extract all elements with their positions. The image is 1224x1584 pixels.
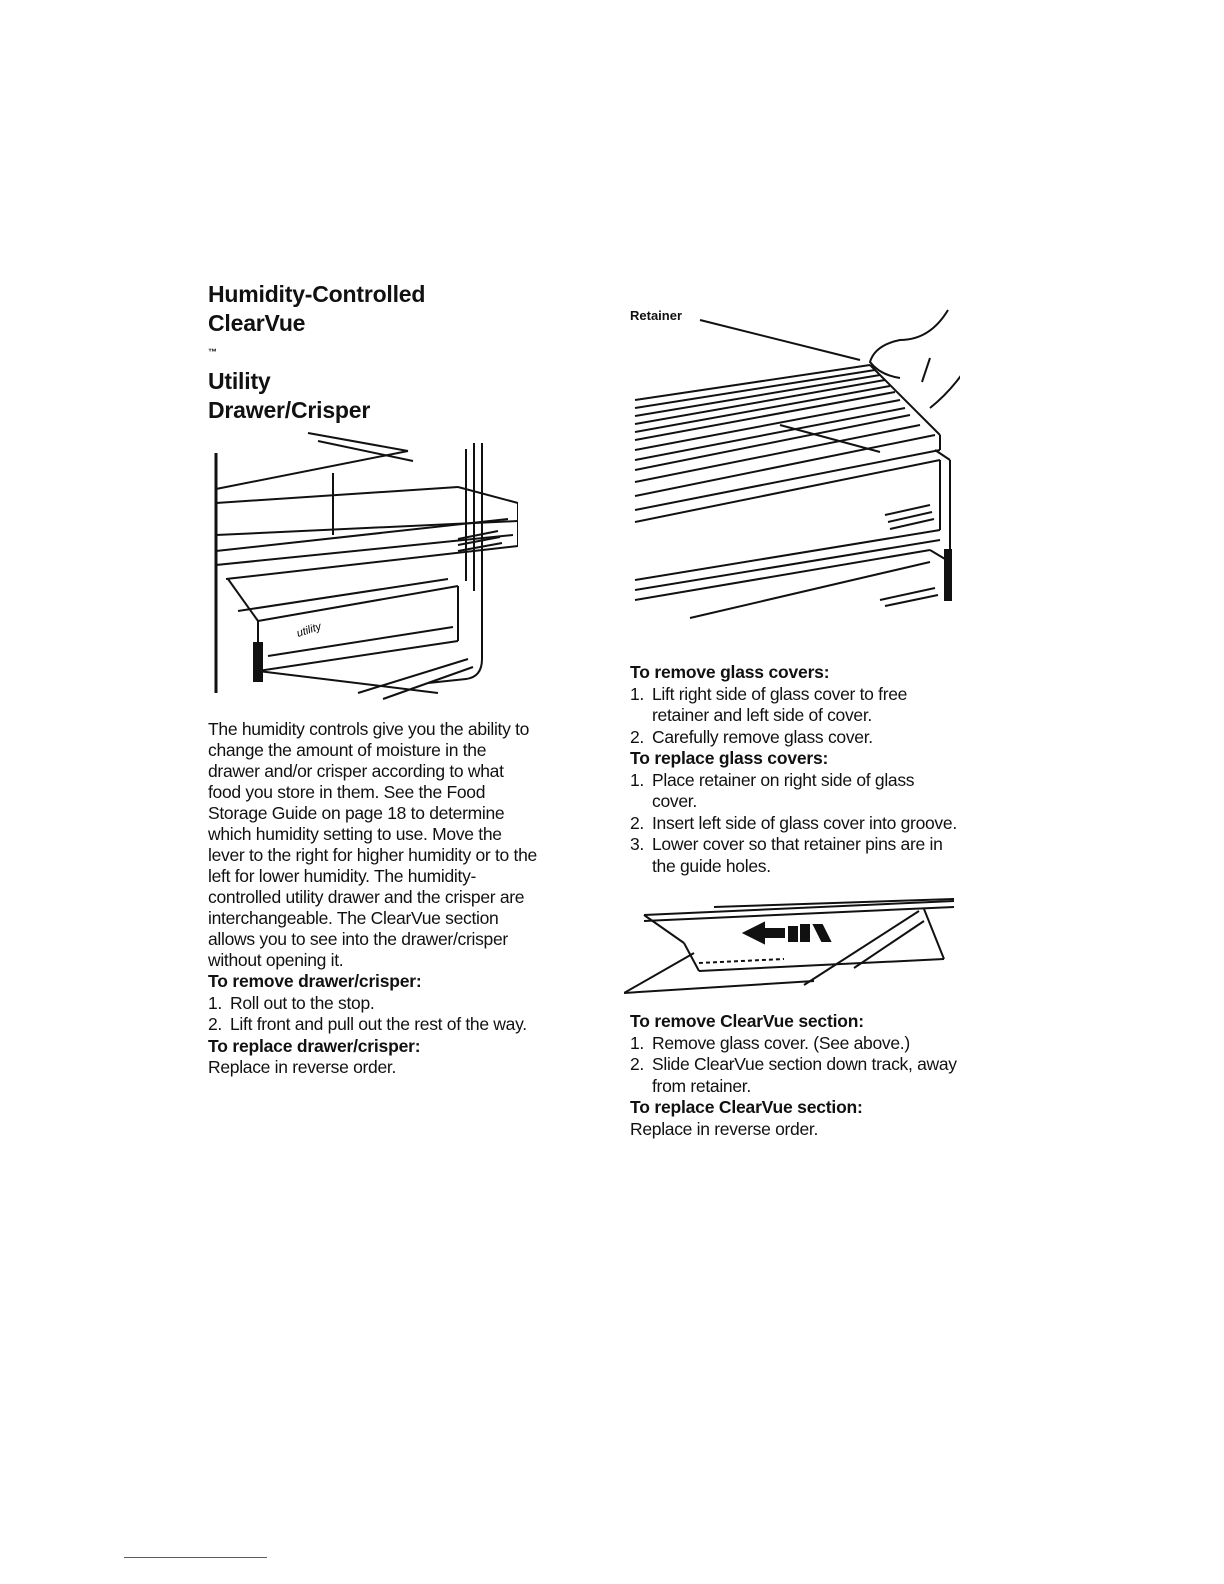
footer-rule bbox=[124, 1557, 267, 1558]
trademark-mark: ™ bbox=[208, 347, 217, 357]
remove-glass-steps bbox=[630, 684, 960, 749]
replace-drawer-heading: To replace drawer/crisper: bbox=[208, 1035, 421, 1056]
replace-glass-heading: To replace glass covers: bbox=[630, 748, 829, 768]
title-line-3: Drawer/Crisper bbox=[208, 397, 371, 423]
right-column bbox=[630, 300, 960, 1140]
remove-clearvue-heading: To remove ClearVue section: bbox=[630, 1011, 864, 1031]
clearvue-section-illustration bbox=[624, 893, 964, 1003]
list-item: 1. Remove glass cover. (See above.) bbox=[630, 1032, 910, 1053]
remove-clearvue-steps bbox=[630, 1033, 960, 1098]
replace-clearvue-heading: To replace ClearVue section: bbox=[630, 1097, 863, 1117]
glass-cover-illustration bbox=[630, 300, 960, 640]
intro-paragraph: The humidity controls give you the ability to change the amount of moisture in the drawer and/or crisper according to what food you store in them. See the Food Storage Guide on page 18 to determine which humidity setting to use. Move the lever to the right for higher humidity or to the left for lower humidity. The humidity-controlled utility drawer and the crisper are interchangeable. The ClearVue section allows you to see into the drawer/crisper without opening it. bbox=[208, 719, 537, 970]
drawer-utility-label: utility bbox=[295, 620, 323, 640]
remove-drawer-steps bbox=[208, 993, 538, 1036]
drawer-illustration bbox=[208, 431, 518, 701]
page-title bbox=[208, 280, 538, 425]
glass-cover-figure-wrap bbox=[630, 300, 960, 662]
list-item: 2. Lift front and pull out the rest of the way. bbox=[208, 1014, 527, 1034]
list-item: 1. Roll out to the stop. bbox=[208, 992, 375, 1013]
replace-clearvue-text: Replace in reverse order. bbox=[630, 1118, 819, 1139]
title-line-2: ClearVue ™ Utility bbox=[208, 309, 538, 396]
replace-glass-steps bbox=[630, 770, 960, 878]
list-item: 1. Place retainer on right side of glass cover. bbox=[630, 769, 915, 811]
remove-glass-heading: To remove glass covers: bbox=[630, 662, 830, 682]
replace-drawer-text: Replace in reverse order. bbox=[208, 1057, 397, 1077]
list-item: 1. Lift right side of glass cover to free retainer and left side of cover. bbox=[630, 683, 908, 725]
list-item: 2. Insert left side of glass cover into groove. bbox=[630, 812, 957, 833]
left-column bbox=[208, 280, 538, 1079]
remove-drawer-heading: To remove drawer/crisper: bbox=[208, 971, 422, 991]
list-item: 2. Carefully remove glass cover. bbox=[630, 726, 873, 747]
title-line-1: Humidity-Controlled bbox=[208, 281, 426, 307]
list-item: 2. Slide ClearVue section down track, away from retainer. bbox=[630, 1054, 957, 1096]
retainer-label: Retainer bbox=[630, 308, 683, 323]
list-item: 3. Lower cover so that retainer pins are in the guide holes. bbox=[630, 834, 943, 876]
